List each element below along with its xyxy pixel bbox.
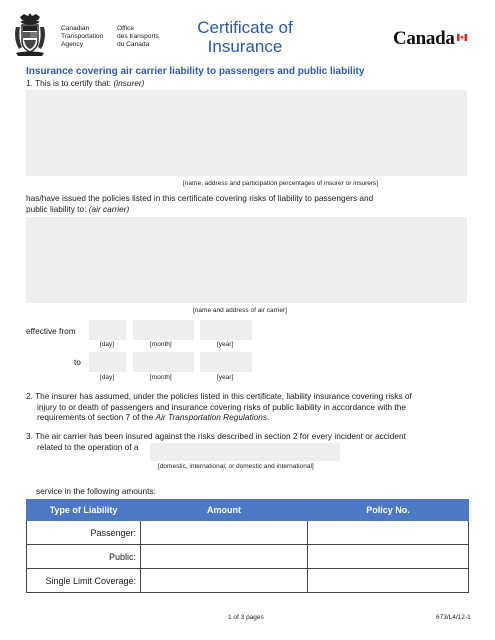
column-header: Type of Liability <box>27 500 141 521</box>
issued-line: has/have issued the policies listed in this certificate covering risks of liability to passengers and <box>26 193 374 203</box>
page-counter: 1 of 3 pages <box>228 614 264 621</box>
section-2-line: injury to or death of passengers and insurance covering risks of public liability in accordance with the <box>37 401 406 412</box>
section-2-paragraph <box>26 391 476 423</box>
issued-line: public liability to: <box>26 203 87 214</box>
agency-fr-line: des transports <box>117 33 159 41</box>
effective-from-label: effective from <box>26 326 76 336</box>
row-label: Public: <box>27 545 141 569</box>
wordmark-text: Canada <box>393 28 455 49</box>
air-carrier-field[interactable] <box>26 217 467 303</box>
to-day-field[interactable] <box>89 352 126 372</box>
year-caption: [year] <box>217 341 234 348</box>
policy-no-cell[interactable] <box>308 521 469 545</box>
document-title <box>186 18 304 56</box>
year-caption: [year] <box>217 374 234 381</box>
agency-en-line: Agency <box>61 41 83 49</box>
insurer-hint: (insurer) <box>113 78 145 88</box>
section-3-line: related to the operation of a <box>37 441 139 452</box>
service-type-field[interactable] <box>150 443 340 461</box>
day-caption: [day] <box>100 341 115 348</box>
carrier-hint: (air carrier) <box>88 203 130 214</box>
certify-text: 1. This is to certify that: <box>26 78 112 88</box>
title-line: Certificate of <box>197 18 293 37</box>
from-year-field[interactable] <box>200 320 252 340</box>
regulations-name: Air Transportation Regulations <box>155 412 267 422</box>
table-row <box>27 545 469 569</box>
service-caption: [domestic, international, or domestic and international] <box>158 463 314 470</box>
from-day-field[interactable] <box>89 320 126 340</box>
coat-of-arms-icon <box>12 13 48 57</box>
amounts-line: service in the following amounts: <box>36 486 156 496</box>
agency-fr-line: Office <box>117 25 135 32</box>
column-header: Policy No. <box>308 500 469 521</box>
table-row <box>27 521 469 545</box>
canada-wordmark <box>393 28 473 52</box>
agency-en-line: Transportation <box>61 33 104 41</box>
section-2-line: requirements of section 7 of the <box>37 412 154 422</box>
amount-cell[interactable] <box>141 545 308 569</box>
to-label: to <box>74 357 81 367</box>
issued-paragraph <box>26 193 373 214</box>
amount-cell[interactable] <box>141 521 308 545</box>
certify-line <box>26 78 144 89</box>
day-caption: [day] <box>100 374 115 381</box>
policy-no-cell[interactable] <box>308 545 469 569</box>
agency-en-line: Canadian <box>61 25 90 32</box>
title-line: Insurance <box>207 37 283 56</box>
row-label: Single Limit Coverage: <box>27 569 141 593</box>
form-number: 673/L4/12-1 <box>436 614 471 621</box>
month-caption: [month] <box>150 341 172 348</box>
table-row <box>27 569 469 593</box>
liability-table <box>26 499 469 593</box>
column-header: Amount <box>141 500 308 521</box>
agency-name-fr <box>117 25 159 50</box>
to-year-field[interactable] <box>200 352 252 372</box>
insurer-caption: [name, address and participation percentages of insurer or insurers] <box>183 180 379 187</box>
section-2-line: 2. The insurer has assumed, under the policies listed in this certificate, liability insurance covering risks of <box>26 391 412 401</box>
form-subtitle: Insurance covering air carrier liability to passengers and public liability <box>26 66 365 77</box>
month-caption: [month] <box>150 374 172 381</box>
agency-fr-line: du Canada <box>117 41 150 49</box>
insurer-field[interactable] <box>26 90 467 176</box>
amount-cell[interactable] <box>141 569 308 593</box>
carrier-caption: [name and address of air carrier] <box>193 307 287 314</box>
to-month-field[interactable] <box>133 352 194 372</box>
flag-icon <box>457 28 467 35</box>
period: . <box>267 412 270 422</box>
table-header-row <box>27 500 469 521</box>
policy-no-cell[interactable] <box>308 569 469 593</box>
agency-name-en <box>61 25 103 50</box>
from-month-field[interactable] <box>133 320 194 340</box>
row-label: Passenger: <box>27 521 141 545</box>
section-3-line: 3. The air carrier has been insured against the risks described in section 2 for every incident or accident <box>26 431 406 441</box>
